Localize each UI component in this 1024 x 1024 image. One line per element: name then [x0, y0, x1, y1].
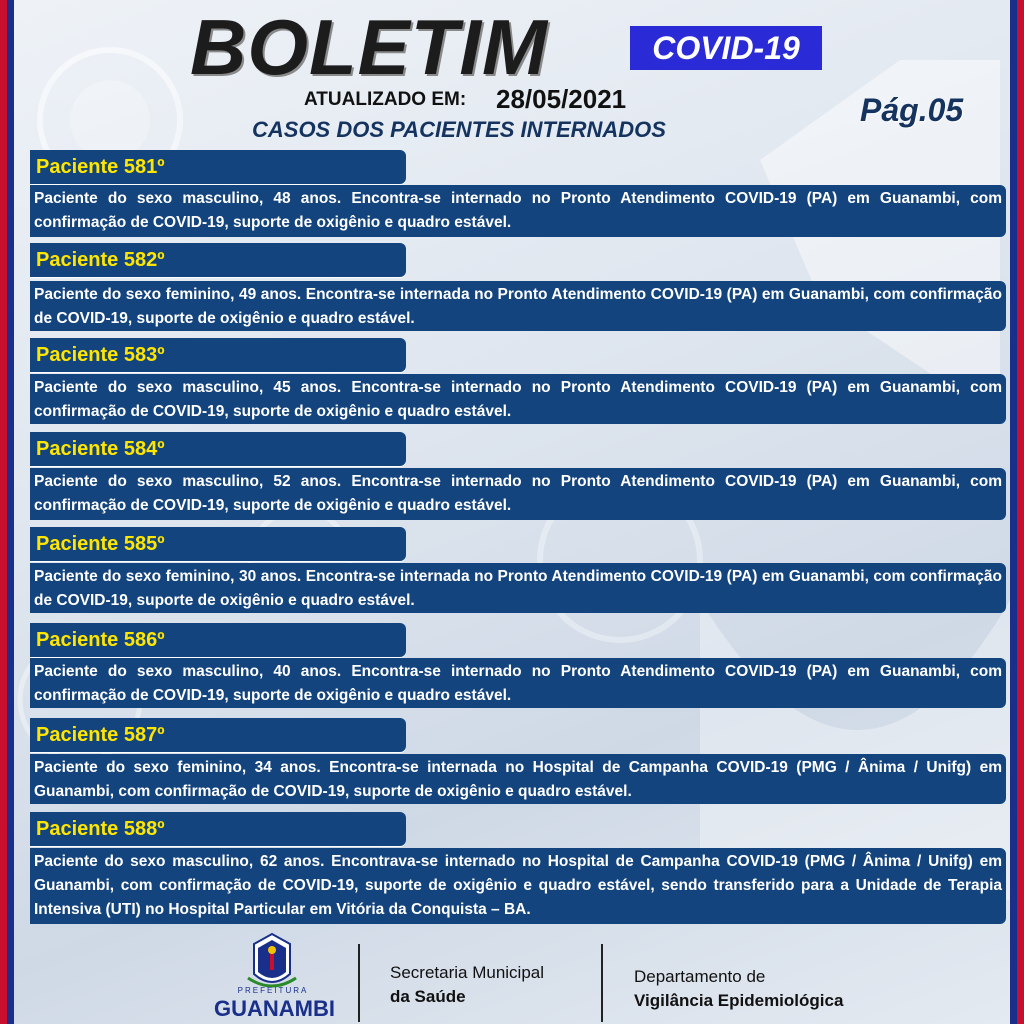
updated-date: 28/05/2021 — [496, 84, 627, 114]
secretaria-line1: Secretaria Municipal — [390, 963, 545, 982]
secretaria-line2: da Saúde — [390, 987, 466, 1006]
bulletin-title: BOLETIM — [190, 3, 548, 91]
footer-divider — [358, 944, 360, 1022]
patient-label: Paciente 583º — [30, 338, 406, 372]
patient-label: Paciente 587º — [30, 718, 406, 752]
department-line1: Departamento de — [634, 967, 766, 986]
department-line2: Vigilância Epidemiológica — [634, 991, 844, 1010]
updated-label: ATUALIZADO EM: — [304, 89, 467, 110]
footer-divider — [601, 944, 603, 1022]
patient-label: Paciente 588º — [30, 812, 406, 846]
patient-label: Paciente 584º — [30, 432, 406, 466]
patient-label: Paciente 586º — [30, 623, 406, 657]
patient-label: Paciente 585º — [30, 527, 406, 561]
covid-badge: COVID-19 — [630, 26, 822, 70]
frame-right-stripe — [1010, 0, 1024, 1024]
patient-label: Paciente 581º — [30, 150, 406, 184]
section-title: CASOS DOS PACIENTES INTERNADOS — [252, 117, 666, 142]
frame-left-stripe — [0, 0, 14, 1024]
patient-label: Paciente 582º — [30, 243, 406, 277]
patient-description: Paciente do sexo feminino, 49 anos. Encontra-se internada no Pronto Atendimento COVID-19 (PA) em Guanambi, com confirmação de COVID-19, suporte de oxigênio e quadro estável. — [30, 281, 1006, 331]
logo-subtitle: PREFEITURA — [237, 986, 309, 995]
patient-description: Paciente do sexo feminino, 34 anos. Encontra-se internada no Hospital de Campanha COVID-19 (PMG / Ânima / Unifg) em Guanambi, com confirmação de COVID-19, suporte de oxigênio e quadro estável. — [30, 754, 1006, 804]
patient-description: Paciente do sexo masculino, 45 anos. Encontra-se internado no Pronto Atendimento COVID-19 (PA) em Guanambi, com confirmação de COVID-19, suporte de oxigênio e quadro estável. — [30, 374, 1006, 424]
patient-description: Paciente do sexo masculino, 40 anos. Encontra-se internado no Pronto Atendimento COVID-19 (PA) em Guanambi, com confirmação de COVID-19, suporte de oxigênio e quadro estável. — [30, 658, 1006, 708]
patient-description: Paciente do sexo masculino, 52 anos. Encontra-se internado no Pronto Atendimento COVID-19 (PA) em Guanambi, com confirmação de COVID-19, suporte de oxigênio e quadro estável. — [30, 468, 1006, 520]
page-number: Pág.05 — [860, 92, 964, 128]
patient-description: Paciente do sexo feminino, 30 anos. Encontra-se internada no Pronto Atendimento COVID-19 (PA) em Guanambi, com confirmação de COVID-19, suporte de oxigênio e quadro estável. — [30, 563, 1006, 613]
patient-description: Paciente do sexo masculino, 62 anos. Encontrava-se internado no Hospital de Campanha COVID-19 (PMG / Ânima / Unifg) em Guanambi, com confirmação de COVID-19, suporte de oxigênio e quadro estável, sendo transferido para a Unidade de Terapia Intensiva (UTI) no Hospital Particular em Vitória da Conquista – BA. — [30, 848, 1006, 924]
city-name: GUANAMBI — [214, 996, 335, 1021]
patient-description: Paciente do sexo masculino, 48 anos. Encontra-se internado no Pronto Atendimento COVID-19 (PA) em Guanambi, com confirmação de COVID-19, suporte de oxigênio e quadro estável. — [30, 185, 1006, 237]
